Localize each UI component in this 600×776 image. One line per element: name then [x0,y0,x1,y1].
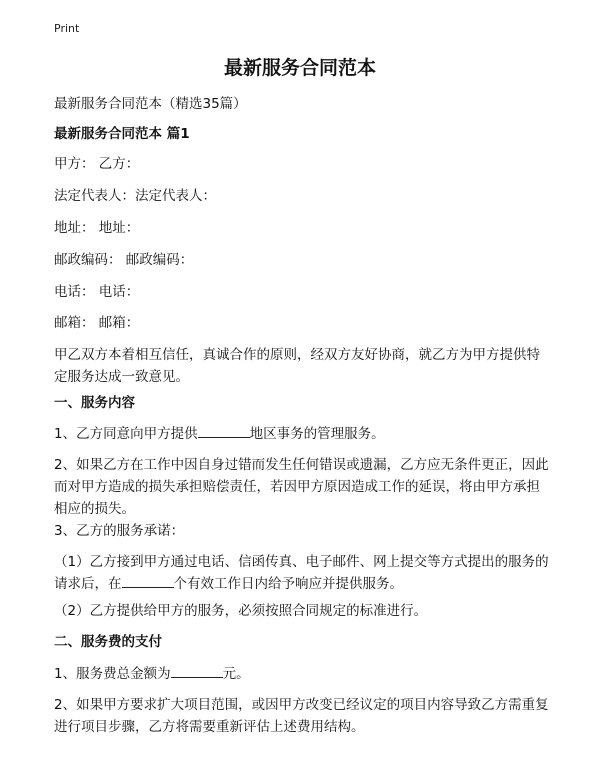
section-title: 最新服务合同范本 篇1 [54,126,190,142]
clause-1 [54,423,550,445]
postcode-line: 邮政编码： 邮政编码： [54,252,194,268]
clause-1-text-after: 地区事务的管理服务。 [249,426,385,442]
email-line: 邮箱： 邮箱： [54,315,140,331]
payment-1-text-before: 1、服务费总金额为 [54,666,171,682]
page-title: 最新服务合同范本 [223,57,376,79]
clause-3-1-text-after: 个有效工作日内给予响应并提供服务。 [173,576,403,592]
clause-2: 2、如果乙方在工作中因自身过错而发生任何错误或遗漏，乙方应无条件更正，因此而对甲方造成的损失承担赔偿责任，若因甲方原因造成工作的延误，将由甲方承担相应的损失。 [54,457,549,517]
clause-3: 3、乙方的服务承诺： [54,523,185,539]
payment-1 [54,663,550,685]
address-line: 地址： 地址： [54,220,140,236]
phone-line: 电话： 电话： [54,284,140,300]
blank-line [122,573,174,588]
payment-1-text-after: 元。 [222,666,250,682]
blank-line [171,663,223,678]
clause-3-1-text-before: （1）乙方接到甲方通过电话、信函传真、电子邮件、网上提交等方式提出的服务的请求后，在 [54,554,549,592]
document-subtitle: 最新服务合同范本（精选35篇） [54,96,247,112]
heading-payment: 二、服务费的支付 [54,634,162,650]
heading-service-content: 一、服务内容 [54,395,135,411]
print-link[interactable]: Print [54,22,80,35]
clause-3-1 [54,551,550,595]
blank-line [198,423,250,438]
party-line: 甲方： 乙方： [54,156,140,172]
intro-paragraph: 甲乙双方本着相互信任，真诚合作的原则，经双方友好协商，就乙方为甲方提供特定服务达成一致意见。 [54,347,540,385]
representative-line: 法定代表人：法定代表人： [54,188,216,204]
clause-1-text-before: 1、乙方同意向甲方提供 [54,426,198,442]
payment-2: 2、如果甲方要求扩大项目范围，或因甲方改变已经议定的项目内容导致乙方需重复进行项目步骤，乙方将需要重新评估上述费用结构。 [54,697,549,735]
clause-3-2: （2）乙方提供给甲方的服务，必须按照合同规定的标准进行。 [54,603,428,619]
